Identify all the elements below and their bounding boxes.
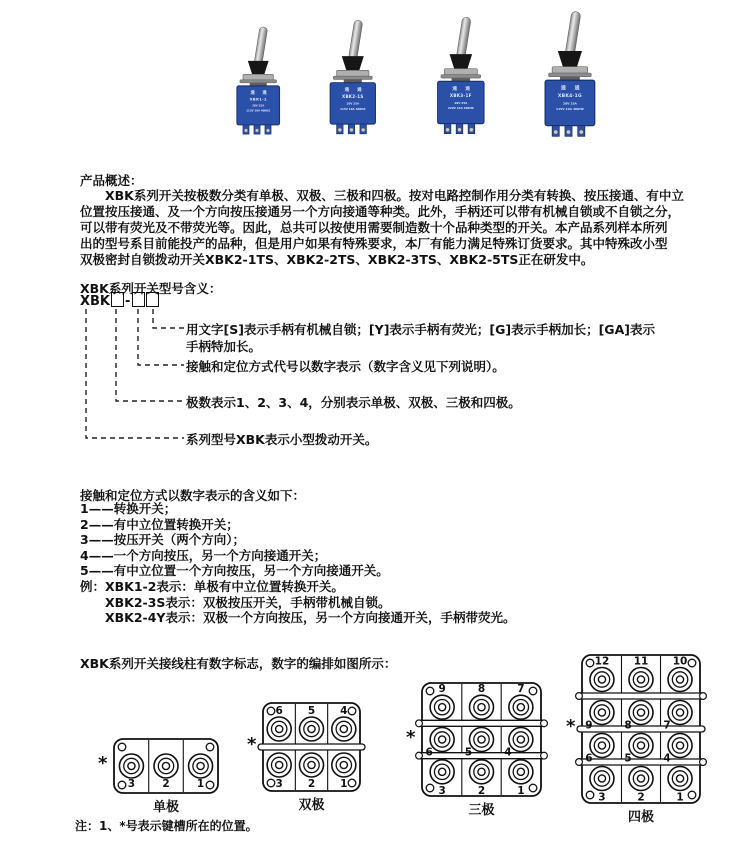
terminal — [332, 717, 356, 741]
terminal — [119, 754, 143, 778]
model-code-hyphen: - — [125, 294, 131, 309]
terminal-diagram-four-pole — [566, 653, 702, 825]
switch-terminals — [243, 125, 271, 134]
terminal-number: 2 — [162, 778, 170, 790]
switch-terminals — [337, 124, 367, 134]
switch-brand-label: 通 通 — [250, 90, 270, 96]
toggle-switch-drawing — [426, 13, 493, 139]
toggle-switch-photo — [226, 23, 288, 139]
switch-lever — [348, 20, 363, 61]
toggle-switch-photo — [526, 7, 611, 142]
terminal — [300, 717, 324, 741]
switch-lever — [565, 11, 581, 56]
overview-line: 出的型号系目前能投产的品种，但是用户如果有特殊要求，本厂有能力满足特殊订货要求。其中特殊改小型 — [80, 236, 668, 251]
description-line: 用文字[S]表示手柄有机械自锁；[Y]表示手柄有荧光；[G]表示手柄加长；[GA]表示 — [186, 322, 655, 337]
switch-terminals — [552, 126, 585, 137]
model-connector-lines — [80, 309, 186, 445]
switch-model-label: XBK1-1 — [249, 96, 267, 102]
switch-lever — [254, 26, 268, 65]
description-line: 接触和定位方式代号以数字表示（数字含义见下列说明）。 — [186, 359, 505, 374]
model-code-box-mode — [132, 292, 145, 307]
switch-model-label: XBK4-1G — [557, 94, 582, 100]
terminal-number: 8 — [477, 683, 486, 696]
terminal — [590, 668, 614, 692]
keyway-marker: * — [247, 734, 257, 755]
terminal-diagram-three-pole — [406, 681, 543, 818]
diagram-label: 单极 — [152, 800, 179, 815]
model-example: XBK2-4Y表示：双极一个方向按压，另一个方向接通开关，手柄带荧光。 — [105, 610, 516, 626]
toggle-switch-drawing — [226, 23, 288, 139]
switch-boot — [342, 56, 364, 70]
terminal-number: 7 — [663, 719, 671, 732]
terminal-number: 4 — [340, 705, 348, 717]
switch-spec-line: 28V 25A — [454, 100, 468, 105]
diagram-label: 双极 — [298, 798, 325, 813]
model-code-description-4 — [186, 432, 377, 449]
switch-brand-label: 通 通 — [452, 86, 474, 92]
terminal-number: 3 — [275, 778, 283, 790]
terminal — [430, 728, 454, 752]
model-code-prefix: XBK — [80, 294, 111, 309]
terminal — [590, 701, 614, 725]
toggle-switch-drawing — [318, 16, 385, 139]
contact-mode-item: 3——按压开关（两个方向）； — [80, 532, 245, 548]
terminal-layout-drawing — [580, 653, 702, 805]
terminal — [154, 754, 178, 778]
terminal — [629, 701, 653, 725]
switch-boot — [248, 61, 269, 74]
diagram-label: 三极 — [468, 803, 495, 818]
terminal-number: 7 — [517, 683, 525, 696]
terminal-number: 3 — [598, 791, 606, 804]
terminal-number: 2 — [637, 791, 645, 804]
terminal-number: 1 — [676, 791, 684, 804]
contact-mode-item: 4——一个方向按压，另一个方向接通开关； — [80, 547, 327, 563]
overview-line: 位置按压接通、及一个方向按压接通另一个方向接通等种类。此外，手柄还可以带有机械自锁或不自锁之分， — [80, 204, 681, 219]
terminal-layout-drawing — [420, 681, 543, 798]
terminal — [470, 760, 494, 784]
terminal-diagram-single-pole — [98, 737, 220, 815]
terminal — [267, 717, 291, 741]
terminal — [629, 734, 653, 758]
terminal-number: 12 — [594, 655, 610, 668]
terminal — [430, 760, 454, 784]
terminal-number: 11 — [633, 655, 649, 668]
terminal-number: 3 — [127, 778, 136, 790]
model-code-description-1 — [186, 322, 655, 355]
terminal-diagram-double-pole — [247, 701, 362, 813]
switch-boot — [450, 54, 473, 69]
terminal-number: 2 — [477, 784, 486, 797]
model-example: XBK2-3S表示：双极按压开关，手柄带机械自锁。 — [105, 594, 391, 610]
terminal-number: 4 — [663, 752, 671, 765]
terminal — [629, 767, 653, 791]
terminal-number: 4 — [504, 746, 512, 759]
overview-line: 双极密封自锁拨动开关XBK2-1TS、XBK2-2TS、XBK2-3TS、XBK2-5TS正在研发中。 — [80, 252, 594, 267]
terminal-number: 2 — [307, 778, 316, 790]
terminal-number: 6 — [425, 746, 433, 759]
switch-spec-line: 115V 10A 400HZ — [340, 106, 366, 111]
contact-mode-item: 1——转换开关； — [80, 501, 177, 516]
terminal-number: 1 — [340, 778, 348, 790]
overview-title: 产品概述： — [80, 173, 143, 188]
terminal — [300, 753, 324, 777]
switch-spec-line: 28V 25A — [346, 101, 360, 106]
model-code-box-poles — [111, 292, 124, 307]
description-line: 极数表示1、2、3、4，分别表示单极、双极、三极和四极。 — [186, 395, 521, 410]
toggle-switch-photo — [426, 13, 493, 139]
switch-boot — [558, 51, 582, 67]
terminal — [590, 767, 614, 791]
contact-mode-item: 2——有中立位置转换开关； — [80, 516, 239, 532]
switch-nut — [337, 70, 369, 76]
switch-nut — [243, 74, 274, 79]
terminal-number: 3 — [438, 784, 446, 797]
switch-spec-line: 28V 25A — [562, 101, 577, 106]
toggle-switch-drawing — [526, 7, 611, 142]
terminal-number: 5 — [624, 752, 632, 765]
keyway-marker: * — [98, 753, 108, 774]
terminal-layout-drawing — [112, 737, 220, 795]
terminal-number: 9 — [585, 719, 593, 732]
terminals-heading: XBK系列开关接线柱有数字标志，数字的编排如图所示： — [80, 656, 397, 671]
switch-model-label: XBK3-1F — [449, 93, 472, 99]
terminal — [668, 767, 692, 791]
switch-spec-line: 115V 10A 400HZ — [556, 107, 584, 112]
switch-nut — [444, 69, 477, 75]
terminal — [189, 754, 213, 778]
terminal-number: 5 — [464, 746, 473, 759]
terminal — [509, 695, 533, 719]
terminal — [430, 695, 454, 719]
description-line: 手柄特加长。 — [186, 338, 262, 354]
footnote: 注：1、*号表示键槽所在的位置。 — [75, 819, 258, 833]
keyway-marker: * — [406, 726, 416, 748]
switch-spec-line: 115V 10A 400HZ — [246, 109, 271, 113]
model-code — [80, 292, 159, 309]
diagram-label: 四极 — [627, 810, 654, 825]
terminal-number: 1 — [517, 784, 525, 797]
switch-brand-label: 通 通 — [560, 85, 584, 92]
terminal — [509, 728, 533, 752]
overview-line: XBK系列开关按极数分类有单极、双极、三极和四极。按对电路控制作用分类有转换、按压接通、有中立 — [105, 188, 684, 203]
terminal — [590, 734, 614, 758]
model-meaning-heading: XBK系列开关型号含义： — [80, 281, 222, 296]
terminal — [332, 753, 356, 777]
switch-lever — [456, 17, 471, 59]
switch-spec-line: 220V 10A 400HZ — [447, 106, 474, 111]
toggle-switch-photo — [318, 16, 385, 139]
terminal — [668, 668, 692, 692]
terminal-layout-drawing — [261, 701, 362, 793]
overview-paragraph — [80, 188, 720, 268]
terminal-number: 8 — [624, 719, 632, 732]
switch-brand-label: 通 通 — [344, 88, 365, 94]
terminal-number: 6 — [585, 752, 593, 765]
switch-terminals — [444, 124, 475, 134]
model-example: 例：XBK1-2表示：单极有中立位置转换开关。 — [80, 578, 344, 594]
model-code-description-3 — [186, 395, 521, 412]
model-code-description-2 — [186, 359, 505, 376]
terminal-number: 6 — [275, 705, 283, 717]
contact-mode-item: 5——有中立位置一个方向按压，另一个方向接通开关。 — [80, 563, 389, 579]
terminal-number: 10 — [672, 655, 688, 668]
model-code-box-suffix — [146, 292, 159, 307]
terminal-number: 5 — [307, 705, 316, 717]
contact-modes-list — [80, 501, 516, 626]
terminal — [668, 701, 692, 725]
terminal — [470, 728, 494, 752]
contact-modes-heading: 接触和定位方式以数字表示的含义如下： — [80, 488, 306, 503]
switch-nut — [552, 67, 588, 73]
switch-spec-line: 28V 25A — [252, 104, 265, 108]
terminal — [509, 760, 533, 784]
terminal — [668, 734, 692, 758]
description-line: 系列型号XBK表示小型拨动开关。 — [186, 432, 378, 447]
keyway-marker: * — [566, 716, 576, 737]
overview-line: 可以带有荧光及不带荧光等。因此，总共可以按使用需要制造数十个品种类型的开关。本产品系列样本所列 — [80, 220, 668, 235]
terminal — [470, 695, 494, 719]
terminal — [267, 753, 291, 777]
terminal — [629, 668, 653, 692]
terminal-number: 1 — [196, 778, 205, 790]
switch-model-label: XBK2-1S — [342, 94, 364, 100]
terminal-number: 9 — [438, 683, 446, 696]
